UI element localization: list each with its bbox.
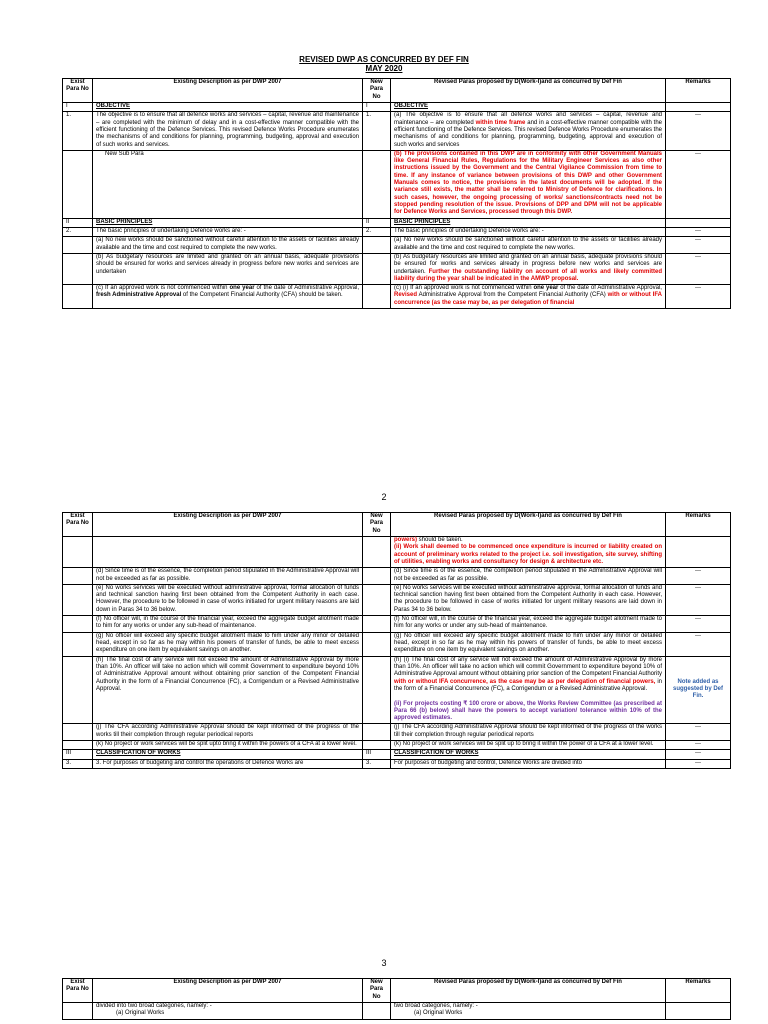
- existing-text: 3. For purposes of budgeting and control the operations of Defence Works are: [93, 759, 363, 768]
- para-number: II: [63, 218, 93, 227]
- existing-text: (c) If an approved work is not commenced within one year of the date of Administrative Approval, fresh Administrative Approval of the Competent Financial Authority (CFA) should be taken.: [93, 285, 363, 309]
- table-row: [63, 227, 731, 236]
- revised-text: powers) should be taken. (ii) Work shall deemed to be commenced once expenditure is incurred or liability created on account of preliminary works related to the project i.e. soil investigation, site survey, shifting of utilities, enabling works and consultancy for design & architecture etc.: [391, 536, 666, 567]
- table-row: [63, 724, 731, 741]
- existing-text: (a) No new works should be sanctioned without careful attention to the assets or facilities already available and the time and cost required to complete the new works.: [93, 237, 363, 254]
- table-row: [63, 150, 731, 218]
- section-heading: CLASSIFICATION OF WORKS: [93, 750, 363, 759]
- header-new-para: New Para No: [363, 979, 391, 1003]
- revised-text: The basic principles of undertaking Defence works are: -: [391, 227, 666, 236]
- header-revised-paras: Revised Paras proposed by D(Work-I)and as concurred by Def Fin: [391, 79, 666, 103]
- revised-text: For purposes of budgeting and control, Defence Works are divided into: [391, 759, 666, 768]
- remarks-cell: ---: [666, 285, 731, 309]
- header-existing-description: Existing Description as per DWP 2007: [93, 513, 363, 537]
- header-revised-paras: Revised Paras proposed by D(Work-I)and as concurred by Def Fin: [391, 979, 666, 1003]
- remarks-cell: ---: [666, 632, 731, 656]
- comparison-table-page-1: [62, 78, 731, 309]
- revised-text: (b) As budgetary resources are limited and granted on an annual basis, adequate provisions should be ensured for works and services already in progress before new works and services are undertaken. Further the outstanding liability on account of all works and likely committed liability during the year shall be indicated in the AMWP proposal.: [391, 253, 666, 284]
- section-heading: BASIC PRINCIPLES: [391, 218, 666, 227]
- existing-text: (j) The CFA according Administrative Approval should be kept informed of the progress of the works till their completion through regular periodical reports: [93, 724, 363, 741]
- table-row: [63, 750, 731, 759]
- header-remarks: Remarks: [666, 979, 731, 1003]
- existing-text: (b) As budgetary resources are limited and granted on an annual basis, adequate provisions should be ensured for works and services already in progress before new works and services are undertaken: [93, 253, 363, 284]
- remarks-cell: [666, 102, 731, 111]
- existing-text: (h) The final cost of any service will not exceed the amount of Administrative Approval by more than 10%. An officer will take no action which will commit Government to expenditure beyond 10% of Administrative Approval amount without obtaining prior sanction of the Competent Financial Authority in the form of a Financial Concurrence (FC), a Corrigendum or a Revised Administrative Approval.: [93, 656, 363, 724]
- para-number: I: [63, 102, 93, 111]
- table-row: [63, 616, 731, 633]
- table-row: [63, 285, 731, 309]
- existing-text: The basic principles of undertaking Defence works are: -: [93, 227, 363, 236]
- remarks-cell: ---: [666, 584, 731, 615]
- table-row: [63, 112, 731, 151]
- header-new-para: New Para No: [363, 513, 391, 537]
- revised-text: (h) (i) The final cost of any service will not exceed the amount of Administrative Approval by more than 10%. An officer will take no action which will commit Government to expenditure beyond 10% of Administrative Approval amount without obtaining prior sanction of the Competent Financial Authority with or without IFA concurrence, as the case may be as per delegation of financial powers, in the form of a Financial Concurrence (FC), a Corrigendum or a Revised Administrative Approval. (ii) For projects costing ₹ 100 crore or above, the Works Review Committee (as prescribed at Para 66 (b) below) shall have the powers to accept variation/ tolerance within 10% of the approved estimates.: [391, 656, 666, 724]
- revised-text: (a) No new works should be sanctioned without careful attention to the assets or facilities already available and the time and cost required to complete the new works.: [391, 237, 666, 254]
- remarks-cell: ---: [666, 150, 731, 218]
- revised-text: (b) The provisions contained in this DWP are in conformity with other Government Manuals like General Financial Rules, Regulations for the Military Engineer Services as also other instructions issued by the Government and the Central Vigilance Commission from time to time. If any instance of variance between provisions of this DWP and other Government Manuals comes to notice, the provisions in the latest documents will be adopted. If the variance still exists, the matter shall be referred to Ministry of Defence for clarifications. In such cases, however, the ongoing processing of works/ sanctions/contracts need not be stopped pending resolution of the issue. Provisions of DPP and DPM will not be applicable for Defence Works and Services, processed through this DWP.: [391, 150, 666, 218]
- revised-text: (f) No officer will, in the course of the financial year, exceed the aggregate budget allotment made to him for any works or under any sub-head of maintenance.: [391, 616, 666, 633]
- remarks-cell: [666, 218, 731, 227]
- table-row: [63, 1002, 731, 1019]
- para-number: III: [63, 750, 93, 759]
- existing-text: (d) Since time is of the essence, the completion period stipulated in the Administrative Approval will not be exceeded as far as possible.: [93, 568, 363, 585]
- header-existing-description: Existing Description as per DWP 2007: [93, 79, 363, 103]
- table-row: [63, 632, 731, 656]
- table-row: [63, 218, 731, 227]
- comparison-table-page-3: [62, 978, 731, 1020]
- revised-text: (d) Since time is of the essence, the completion period stipulated in the Administrative Approval will not be exceeded as far as possible.: [391, 568, 666, 585]
- para-number: 1.: [363, 112, 391, 151]
- table-row: [63, 741, 731, 750]
- header-exist-para: Exist Para No: [63, 513, 93, 537]
- revised-text: two broad categories, namely: - (a) Original Works: [391, 1002, 666, 1019]
- table-row: [63, 102, 731, 111]
- section-heading: OBJECTIVE: [391, 102, 666, 111]
- document-title: REVISED DWP AS CONCURRED BY DEF FIN: [299, 55, 469, 64]
- table-row: [63, 237, 731, 254]
- existing-text: The objective is to ensure that all defence works and services – capital, revenue and maintenance – are completed with the minimum of delay and in a cost-effective manner compatible with the efficient functioning of the Defence Services. This revised Defence Works Procedure enumerates the mechanisms of and conditions for planning, programming, budgeting, approval and execution of such works and services.: [93, 112, 363, 151]
- revised-text: (c) (i) If an approved work is not commenced within one year of the date of Administrative Approval, Revised Administrative Approval from the Competent Financial Authority (CFA) with or without IFA concurrence (as the case may be, as per delegation of financial: [391, 285, 666, 309]
- existing-text: divided into two broad categories, namely: - (a) Original Works: [93, 1002, 363, 1019]
- page-number: 3: [381, 958, 387, 968]
- table-row: [63, 584, 731, 615]
- table-row: [63, 253, 731, 284]
- existing-text: (f) No officer will, in the course of the financial year, exceed the aggregate budget allotment made to him for any works or under any sub-head of maintenance.: [93, 616, 363, 633]
- existing-text: New Sub Para: [93, 150, 363, 218]
- remarks-cell: ---: [666, 741, 731, 750]
- table-row: [63, 759, 731, 768]
- header-revised-paras: Revised Paras proposed by D(Work-I)and as concurred by Def Fin: [391, 513, 666, 537]
- remarks-cell: ---: [666, 616, 731, 633]
- header-remarks: Remarks: [666, 513, 731, 537]
- revised-text: (g) No officer will exceed any specific budget allotment made to him under any minor or detailed head, except in so far as he may within his powers of transfer of funds, be able to meet excess expenditure on one item by equivalent savings on another.: [391, 632, 666, 656]
- para-number: 3.: [363, 759, 391, 768]
- para-number: [63, 150, 93, 218]
- header-new-para: New Para No: [363, 79, 391, 103]
- table-row: [63, 568, 731, 585]
- remarks-cell: ---: [666, 237, 731, 254]
- section-heading: CLASSIFICATION OF WORKS: [391, 750, 666, 759]
- revised-text: (k) No project or work services will be split up to bring it within the power of a CFA at a lower level.: [391, 741, 666, 750]
- existing-text: (g) No officer will exceed any specific budget allotment made to him under any minor or detailed head, except in so far as he may within his powers of transfer of funds, be able to meet excess expenditure on one item by equivalent savings on another.: [93, 632, 363, 656]
- para-number: 2.: [63, 227, 93, 236]
- header-exist-para: Exist Para No: [63, 79, 93, 103]
- para-number: [363, 150, 391, 218]
- remarks-cell: ---: [666, 568, 731, 585]
- table-row: [63, 536, 731, 567]
- table-header-row: [63, 79, 731, 103]
- header-remarks: Remarks: [666, 79, 731, 103]
- header-existing-description: Existing Description as per DWP 2007: [93, 979, 363, 1003]
- table-header-row: [63, 513, 731, 537]
- remarks-cell: ---: [666, 724, 731, 741]
- section-heading: OBJECTIVE: [93, 102, 363, 111]
- revised-text: (j) The CFA according Administrative Approval should be kept informed of the progress of the works till their completion through regular periodical reports: [391, 724, 666, 741]
- document-date: MAY 2020: [365, 64, 403, 73]
- table-header-row: [63, 979, 731, 1003]
- para-number: II: [363, 218, 391, 227]
- para-number: I: [363, 102, 391, 111]
- remarks-cell: ---: [666, 759, 731, 768]
- revised-text: (e) No works services will be executed without administrative approval, formal allocation of funds and technical sanction having first been obtained from the Competent Authority in each case. However, the procedure to be followed in case of works initiated for urgent military reasons are laid down in Paras 34 to 36 below.: [391, 584, 666, 615]
- remarks-cell: ---: [666, 112, 731, 151]
- section-heading: BASIC PRINCIPLES: [93, 218, 363, 227]
- comparison-table-page-2: [62, 512, 731, 769]
- remarks-cell: ---: [666, 750, 731, 759]
- para-number: 1.: [63, 112, 93, 151]
- para-number: 3.: [63, 759, 93, 768]
- table-row: [63, 656, 731, 724]
- existing-text: (k) No project or work services will be split upto bring it within the powers of a CFA at a lower level.: [93, 741, 363, 750]
- existing-text: (e) No works services will be executed without administrative approval, formal allocation of funds and technical sanction having first been obtained from the Competent Authority in each case. However, the procedure to be followed in case of works initiated for urgent military reasons are laid down in Paras 34 to 36 below.: [93, 584, 363, 615]
- remarks-note: Note added as suggested by Def Fin.: [666, 656, 731, 724]
- revised-text: (a) The objective is to ensure that all defence works and services – capital, revenue and maintenance – are completed within time frame and in a cost-effective manner compatible with the efficient functioning of the Defence Services. This revised Defence Works Procedure enumerates the mechanisms of and conditions for planning, programming, budgeting, approval and execution of such works and services: [391, 112, 666, 151]
- para-number: III: [363, 750, 391, 759]
- para-number: 2.: [363, 227, 391, 236]
- page-number: 2: [381, 492, 387, 502]
- remarks-cell: ---: [666, 227, 731, 236]
- remarks-cell: ---: [666, 253, 731, 284]
- header-exist-para: Exist Para No: [63, 979, 93, 1003]
